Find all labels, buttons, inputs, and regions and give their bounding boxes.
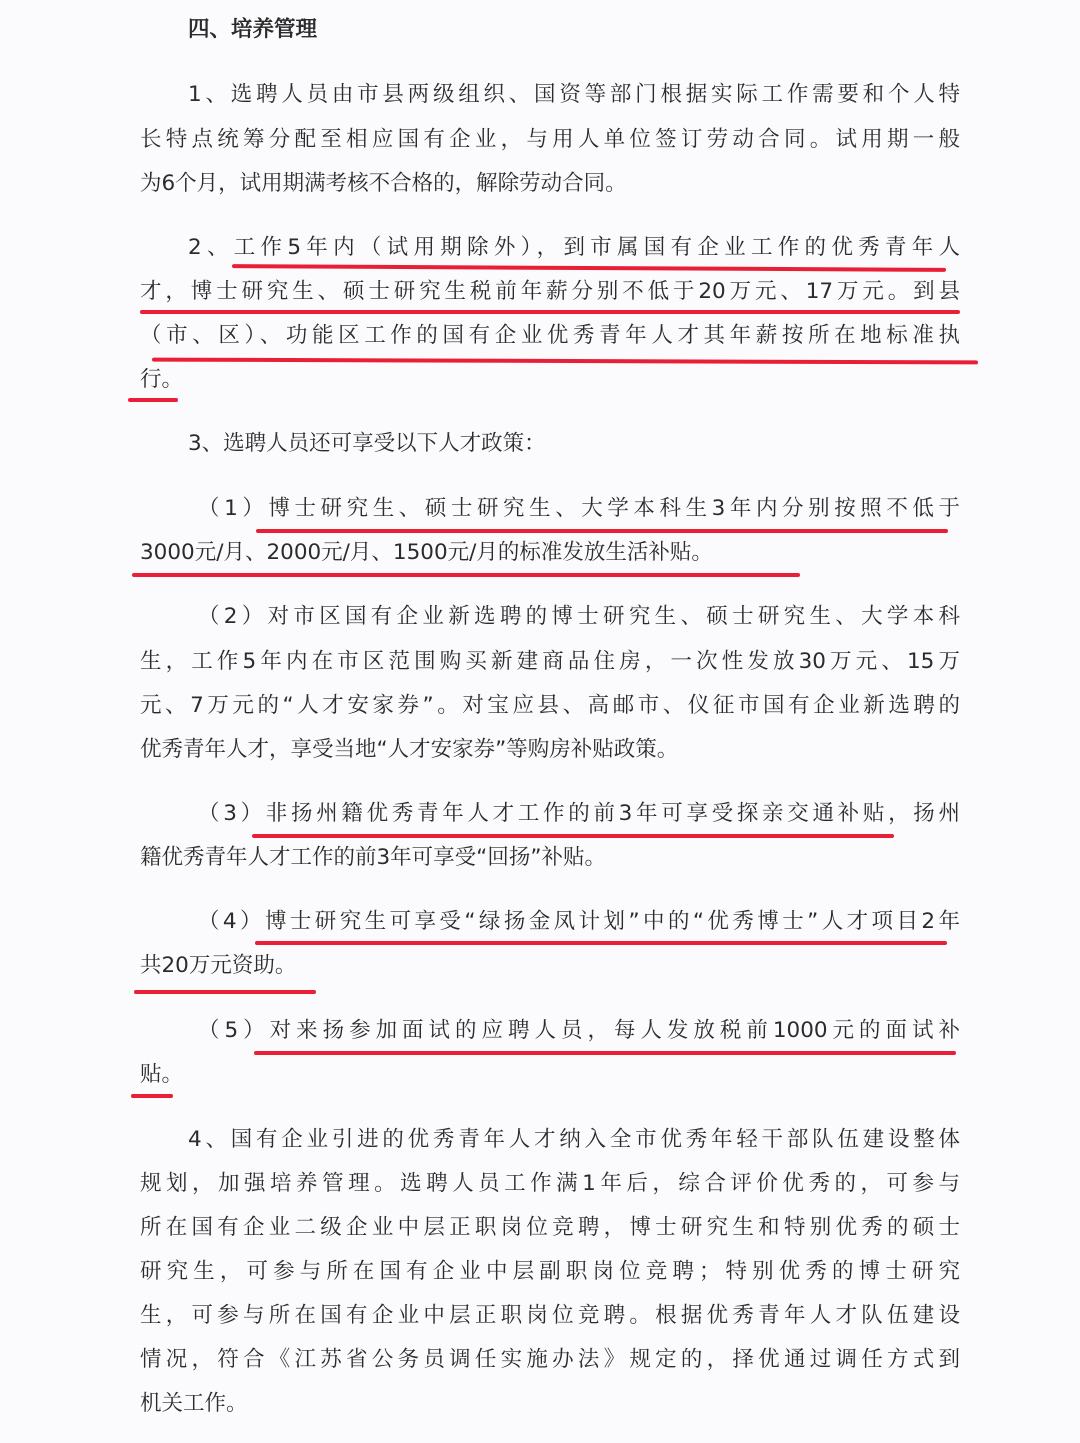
- text-line: 研究生，可参与所在国有企业中层副职岗位竞聘；特别优秀的博士研究: [140, 1259, 960, 1284]
- text-line: 规划，加强培养管理。选聘人员工作满1年后，综合评价优秀的，可参与: [140, 1171, 960, 1196]
- text-line: 长特点统筹分配至相应国有企业，与用人单位签订劳动合同。试用期一般: [140, 127, 960, 152]
- section-heading: 四、培养管理: [188, 17, 318, 42]
- highlight-underline: [140, 310, 960, 314]
- highlight-underline: [131, 1094, 173, 1098]
- text-line: 共20万元资助。: [140, 953, 297, 978]
- text-line: （2）对市区国有企业新选聘的博士研究生、硕士研究生、大学本科: [198, 604, 960, 629]
- text-line: 元、7万元的“人才安家券”。对宝应县、高邮市、仪征市国有企业新选聘的: [140, 693, 960, 718]
- text-line: 为6个月，试用期满考核不合格的，解除劳动合同。: [140, 171, 627, 196]
- highlight-underline: [256, 529, 948, 533]
- text-line: 机关工作。: [140, 1391, 248, 1416]
- text-line: 2、工作5年内（试用期除外），到市属国有企业工作的优秀青年人: [188, 235, 960, 260]
- text-line: 才，博士研究生、硕士研究生税前年薪分别不低于20万元、17万元。到县: [140, 279, 960, 304]
- highlight-underline: [232, 264, 946, 272]
- highlight-underline: [128, 398, 178, 402]
- text-line: 情况，符合《江苏省公务员调任实施办法》规定的，择优通过调任方式到: [140, 1347, 960, 1372]
- text-line: （1）博士研究生、硕士研究生、大学本科生3年内分别按照不低于: [198, 496, 960, 521]
- text-line: （4）博士研究生可享受“绿扬金凤计划”中的“优秀博士”人才项目2年: [198, 909, 960, 934]
- text-line: 3000元/月、2000元/月、1500元/月的标准发放生活补贴。: [140, 540, 713, 565]
- text-line: 1、选聘人员由市县两级组织、国资等部门根据实际工作需要和个人特: [188, 82, 960, 107]
- text-line: （市、区）、功能区工作的国有企业优秀青年人才其年薪按所在地标准执: [140, 323, 960, 348]
- text-line: （3）非扬州籍优秀青年人才工作的前3年可享受探亲交通补贴，扬州: [198, 801, 960, 826]
- highlight-underline: [134, 990, 316, 994]
- text-line: 4、国有企业引进的优秀青年人才纳入全市优秀年轻干部队伍建设整体: [188, 1127, 960, 1152]
- text-line: 生，可参与所在国有企业中层正职岗位竞聘。根据优秀青年人才队伍建设: [140, 1303, 960, 1328]
- text-line: 生，工作5年内在市区范围购买新建商品住房，一次性发放30万元、15万: [140, 649, 960, 674]
- highlight-underline: [252, 834, 894, 838]
- text-line: 优秀青年人才，享受当地“人才安家券”等购房补贴政策。: [140, 737, 679, 762]
- text-line: 行。: [140, 367, 184, 392]
- highlight-underline: [254, 1051, 956, 1055]
- text-line: 籍优秀青年人才工作的前3年可享受“回扬”补贴。: [140, 845, 606, 870]
- highlight-underline: [255, 941, 947, 945]
- text-line: 所在国有企业二级企业中层正职岗位竞聘，博士研究生和特别优秀的硕士: [140, 1215, 960, 1240]
- highlight-underline: [152, 358, 978, 365]
- text-line: （5）对来扬参加面试的应聘人员，每人发放税前1000元的面试补: [198, 1018, 960, 1043]
- text-line: 贴。: [140, 1062, 184, 1087]
- text-line: 3、选聘人员还可享受以下人才政策：: [188, 431, 546, 456]
- highlight-underline: [132, 573, 800, 577]
